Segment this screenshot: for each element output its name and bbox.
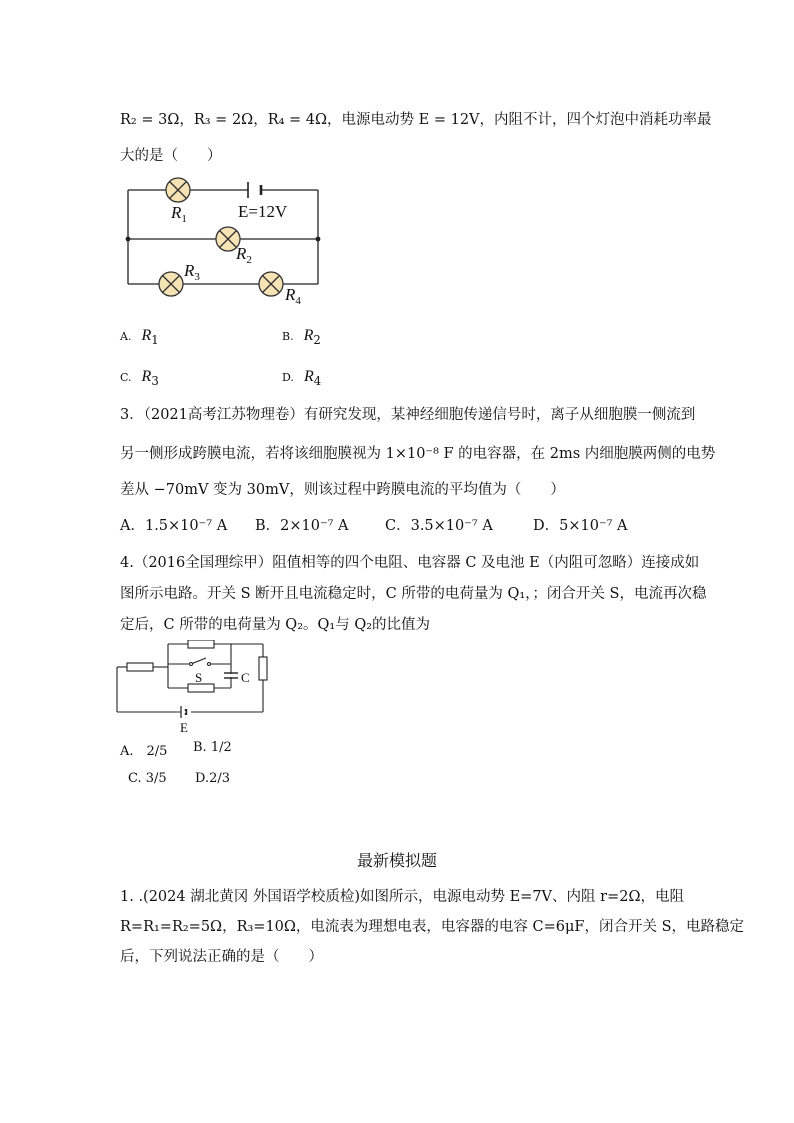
- q3-option-d[interactable]: D．5×10⁻⁷ A: [533, 518, 628, 534]
- q4-text-line-1: 4.（2016全国理综甲）阻值相等的四个电阻、电容器 C 及电池 E（内阻可忽略）连接成如: [120, 555, 700, 571]
- q4-option-a[interactable]: A. 2/5: [120, 744, 168, 759]
- q4-option-b[interactable]: B. 1/2: [193, 740, 232, 755]
- q2-text-line-2: 大的是（ ）: [120, 148, 222, 164]
- label-r3: R: [184, 261, 195, 280]
- q3-option-b[interactable]: B．2×10⁻⁷ A: [255, 518, 349, 534]
- svg-text:R2: $R_2$: [236, 244, 252, 266]
- q3-text-line-1: 3．（2021高考江苏物理卷）有研究发现，某神经细胞传递信号时，离子从细胞膜一侧流到: [120, 407, 696, 423]
- label-battery: E: [180, 720, 188, 735]
- q4-text-line-3: 定后，C 所带的电荷量为 Q₂。Q₁与 Q₂的比值为: [120, 617, 431, 633]
- svg-text:R4: $R_4$: [285, 285, 301, 307]
- q2-option-c[interactable]: C. $R_3$: [120, 368, 159, 388]
- label-r1: R: [171, 203, 182, 222]
- section-title: 最新模拟题: [356, 851, 437, 870]
- lamp-r3-icon: [159, 272, 183, 296]
- q2-text-line-1: R₂ = 3Ω，R₃ = 2Ω，R₄ = 4Ω，电源电动势 E = 12V，内阻不计，四个灯泡中消耗功率最: [120, 112, 712, 128]
- svg-text:R3: $R_3$: [184, 261, 200, 283]
- label-emf: E=12V: [238, 202, 288, 221]
- q2-option-a[interactable]: A. $R_1$: [120, 327, 159, 347]
- q3-option-c[interactable]: C．3.5×10⁻⁷ A: [385, 518, 493, 534]
- lamp-r4-icon: [259, 272, 283, 296]
- m1-text-line-3: 后，下列说法正确的是（ ）: [120, 949, 323, 965]
- q4-text-line-2: 图所示电路。开关 S 断开且电流稳定时，C 所带的电荷量为 Q₁，；闭合开关 S，电流再次稳: [120, 586, 707, 602]
- q4-option-d[interactable]: D.2/3: [195, 771, 231, 786]
- label-r2: R: [236, 244, 247, 263]
- q4-option-c[interactable]: C. 3/5: [128, 771, 167, 786]
- q2-circuit-diagram: [118, 172, 328, 307]
- label-capacitor: C: [241, 670, 250, 685]
- q3-text-line-2: 另一侧形成跨膜电流，若将该细胞膜视为 1×10⁻⁸ F 的电容器，在 2ms 内细胞膜两侧的电势: [120, 446, 716, 462]
- lamp-r1-icon: [166, 178, 190, 202]
- q2-option-b[interactable]: B. $R_2$: [282, 327, 321, 347]
- q2-option-d[interactable]: D. $R_4$: [282, 368, 322, 388]
- m1-text-line-2: R=R₁=R₂=5Ω，R₃=10Ω，电流表为理想电表，电容器的电容 C=6μF，闭合开关 S，电路稳定: [120, 919, 745, 935]
- q4-circuit-diagram: [113, 640, 273, 735]
- label-switch: S: [195, 670, 203, 685]
- q3-option-a[interactable]: A．1.5×10⁻⁷ A: [120, 518, 228, 534]
- q3-text-line-3: 差从 −70mV 变为 30mV，则该过程中跨膜电流的平均值为（ ）: [120, 482, 565, 498]
- svg-text:R1: $R_1$: [171, 203, 187, 225]
- m1-text-line-1: 1. .(2024 湖北黄冈 外国语学校质检)如图所示，电源电动势 E=7V、内阻 r=2Ω，电阻: [120, 889, 684, 905]
- label-r4: R: [285, 285, 296, 304]
